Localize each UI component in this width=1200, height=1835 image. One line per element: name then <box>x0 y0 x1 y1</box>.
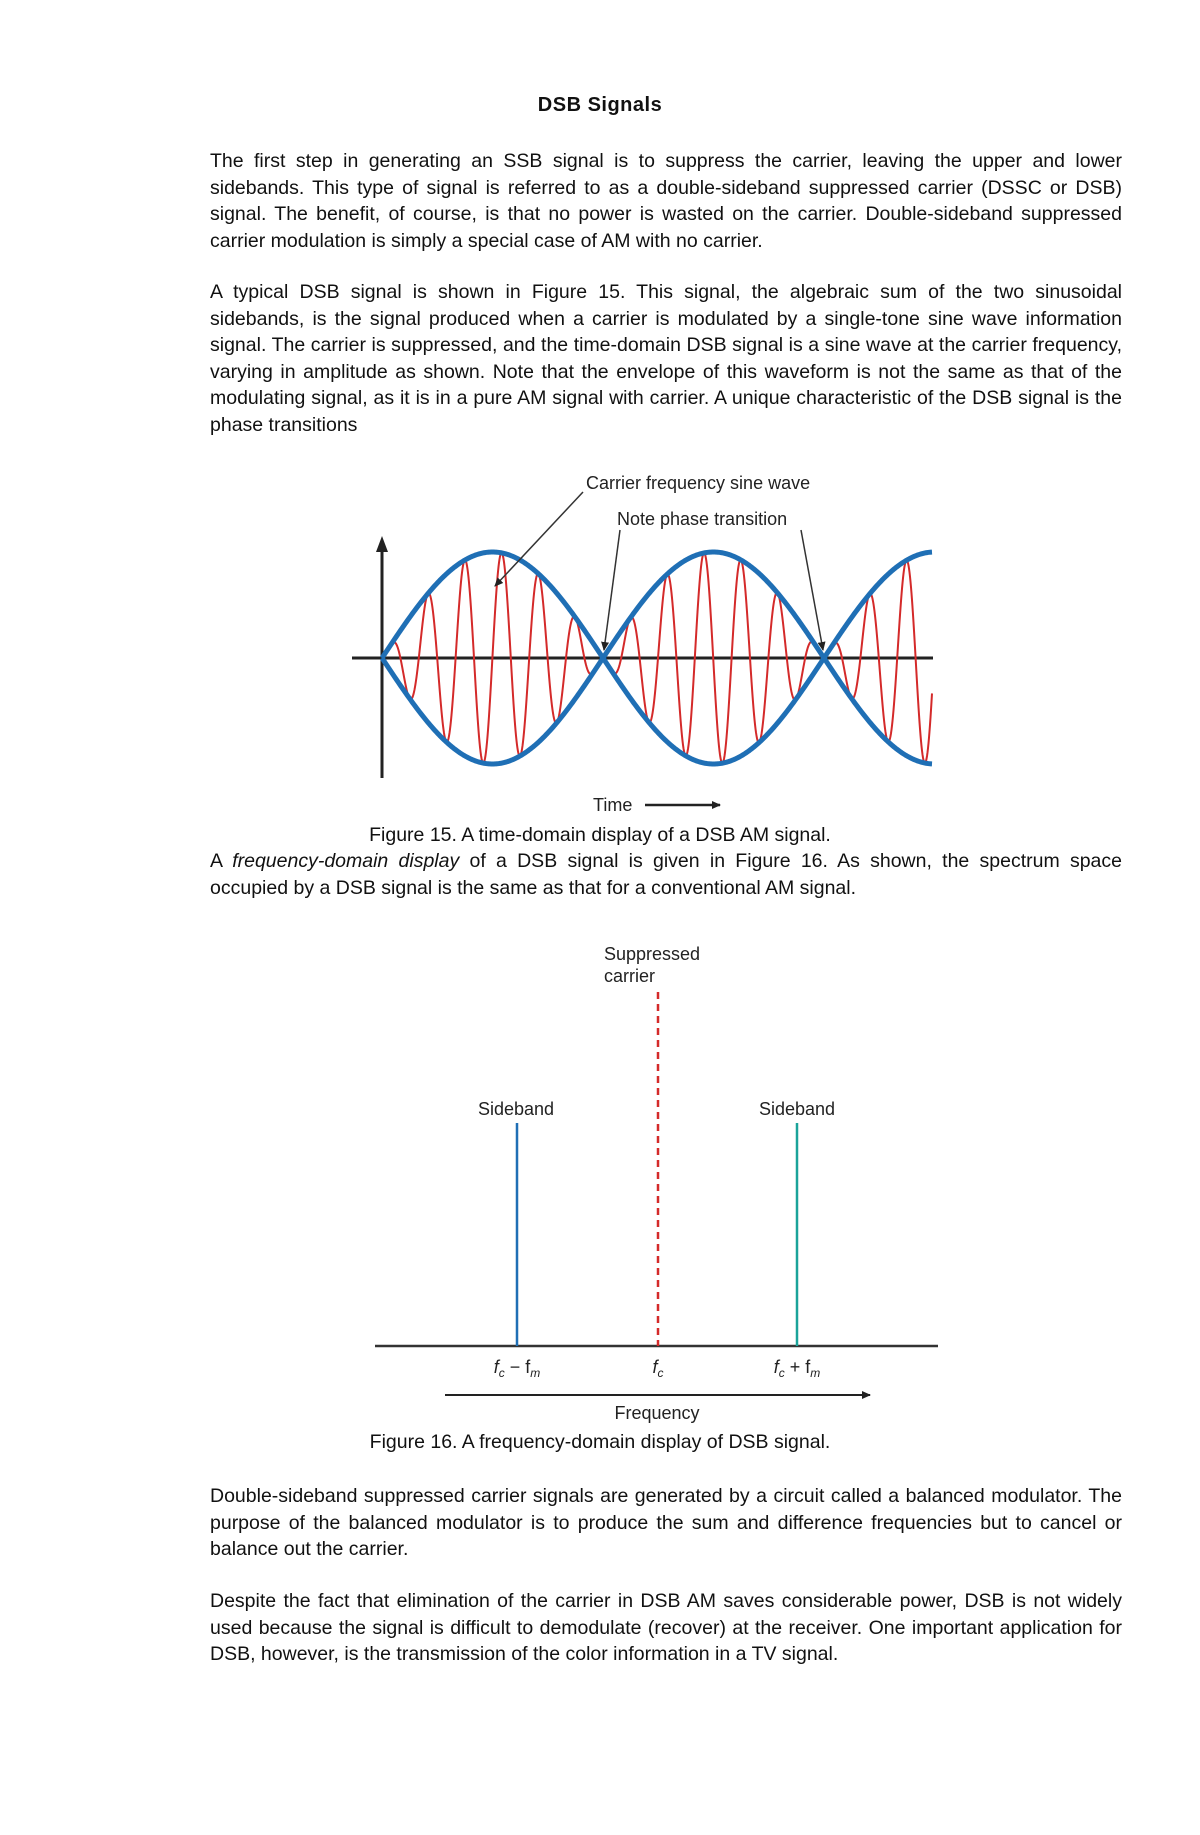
tick-center-frequency: $f_c$ <box>652 1357 664 1380</box>
label-time: Time <box>593 795 633 815</box>
paragraph-intro: The first step in generating an SSB signal is to suppress the carrier, leaving the upper and lower sidebands. This type of signal is referred to as a double-sideband suppressed carrier (DSSC or DSB) signal. The benefit, of course, is that no power is wasted on the carrier. Double-sideband suppressed carrier modulation is simply a special case of AM with no carrier. <box>210 150 1122 252</box>
paragraph-typical-dsb: A typical DSB signal is shown in Figure 15. This signal, the algebraic sum of the two sinusoidal sidebands, is the signal produced when a carrier is modulated by a single-tone sine wave information signal. The carrier is suppressed, and the time-domain DSB signal is a sine wave at the carrier frequency, varying in amplitude as shown. Note that the envelope of this waveform is not the same as that of the modulating signal, as it is in a pure AM signal with carrier. A unique characteristic of the DSB signal is the phase transitions <box>210 281 1122 436</box>
envelope-upper <box>382 552 932 764</box>
phase-annotation-arrow-left <box>604 530 620 650</box>
envelope-lower <box>382 552 932 764</box>
italic-term: frequency-domain display <box>232 850 460 872</box>
figure-16-caption: Figure 16. A frequency-domain display of DSB signal. <box>369 1431 831 1453</box>
figure-15-caption: Figure 15. A time-domain display of a DSB AM signal. <box>369 824 831 846</box>
paragraph-dsb-usage: Despite the fact that elimination of the carrier in DSB AM saves considerable power, DSB is not widely used because the signal is difficult to demodulate (recover) at the receiver. One important application for DSB, however, is the transmission of the color information in a TV signal. <box>210 1590 1122 1665</box>
tick-lower-frequency: $f_c - f_m$ <box>493 1357 541 1380</box>
label-frequency: Frequency <box>614 1403 700 1423</box>
carrier-annotation-arrow <box>495 492 583 586</box>
paragraph-balanced-modulator: Double-sideband suppressed carrier signals are generated by a circuit called a balanced modulator. The purpose of the balanced modulator is to produce the sum and difference frequencies but to cancel or balance out the carrier. <box>210 1485 1122 1560</box>
y-axis-arrow-icon <box>376 536 388 552</box>
label-carrier-frequency: Carrier frequency sine wave <box>586 473 811 493</box>
label-sideband-left: Sideband <box>477 1099 555 1119</box>
phase-annotation-arrow-right <box>801 530 823 650</box>
tick-upper-frequency: $f_c + f_m$ <box>773 1357 821 1380</box>
label-carrier: carrier <box>604 966 656 986</box>
paragraph-frequency-domain: A frequency-domain display of a DSB signal is given in Figure 16. As shown, the spectrum space occupied by a DSB signal is the same as that for a conventional AM signal. <box>210 850 1122 899</box>
page-title: DSB Signals <box>537 94 663 116</box>
label-suppressed: Suppressed <box>604 944 701 964</box>
carrier-waveform <box>382 553 932 763</box>
label-sideband-right: Sideband <box>758 1099 836 1119</box>
label-phase-transition: Note phase transition <box>617 509 788 529</box>
